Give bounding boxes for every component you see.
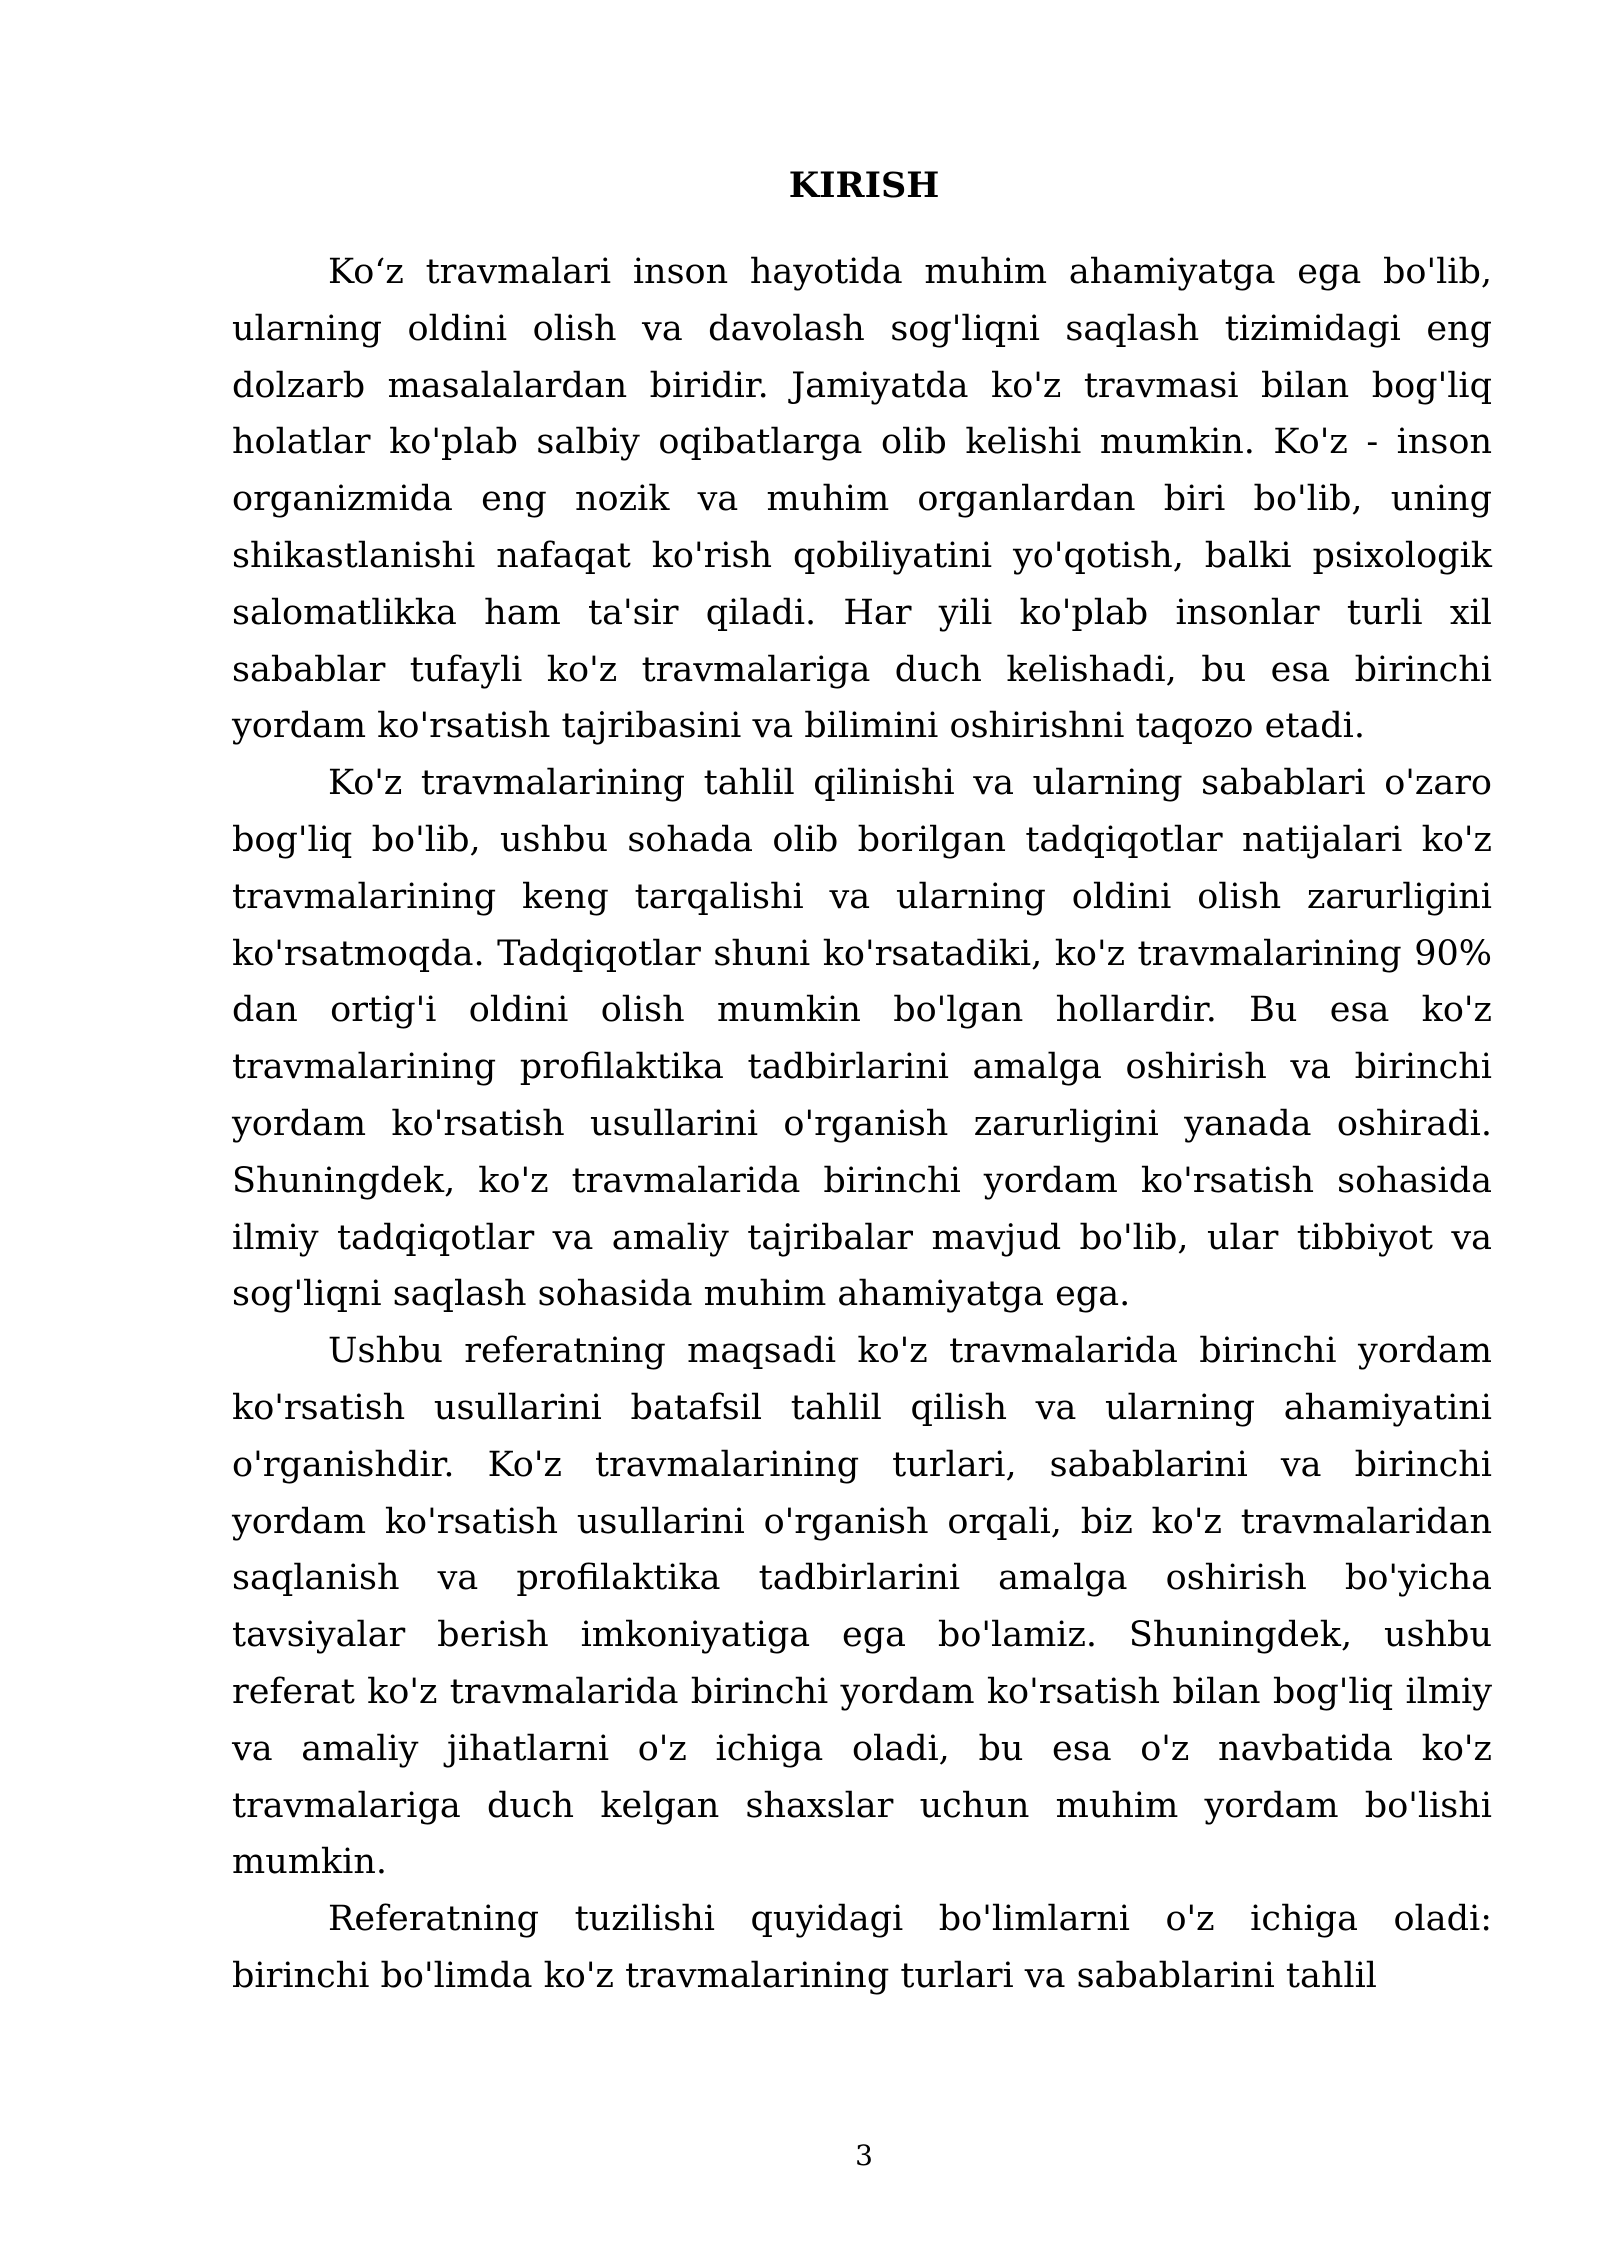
page-title: KIRISH — [788, 165, 940, 206]
body-text — [232, 244, 1492, 2005]
paragraph-2: Ko'z travmalarining tahlil qilinishi va ularning sabablari o'zaro bog'liq bo'lib, ushbu sohada olib borilgan tadqiqotlar natijalari ko'z travmalarining keng tarqalishi va ularning oldini olish zarurligini ko'rsatmoqda. Tadqiqotlar shuni ko'rsatadiki, ko'z travmalarining 90% dan ortig'i oldini olish mumkin bo'lgan hollardir. Bu esa ko'z travmalarining profilaktika tadbirlarini amalga oshirish va birinchi yordam ko'rsatish usullarini o'rganish zarurligini yanada oshiradi. Shuningdek, ko'z travmalarida birinchi yordam ko'rsatish sohasida ilmiy tadqiqotlar va amaliy tajribalar mavjud bo'lib, ular tibbiyot va sog'liqni saqlash sohasida muhim ahamiyatga ega. — [232, 763, 1492, 1315]
paragraph-3: Ushbu referatning maqsadi ko'z travmalarida birinchi yordam ko'rsatish usullarini batafsil tahlil qilish va ularning ahamiyatini o'rganishdir. Ko'z travmalarining turlari, sabablarini va birinchi yordam ko'rsatish usullarini o'rganish orqali, biz ko'z travmalaridan saqlanish va profilaktika tadbirlarini amalga oshirish bo'yicha tavsiyalar berish imkoniyatiga ega bo'lamiz. Shuningdek, ushbu referat ko'z travmalarida birinchi yordam ko'rsatish bilan bog'liq ilmiy va amaliy jihatlarni o'z ichiga oladi, bu esa o'z navbatida ko'z travmalariga duch kelgan shaxslar uchun muhim yordam bo'lishi mumkin. — [232, 1331, 1492, 1883]
page-number: 3 — [855, 2139, 873, 2172]
paragraph-4: Referatning tuzilishi quyidagi bo'limlarni o'z ichiga oladi: birinchi bo'limda ko'z travmalarining turlari va sabablarini tahlil — [232, 1899, 1492, 1996]
paragraph-1: Ko‘z travmalari inson hayotida muhim ahamiyatga ega bo'lib, ularning oldini olish va davolash sog'liqni saqlash tizimidagi eng dolzarb masalalardan biridir. Jamiyatda ko'z travmasi bilan bog'liq holatlar ko'plab salbiy oqibatlarga olib kelishi mumkin. Ko'z - inson organizmida eng nozik va muhim organlardan biri bo'lib, uning shikastlanishi nafaqat ko'rish qobiliyatini yo'qotish, balki psixologik salomatlikka ham ta'sir qiladi. Har yili ko'plab insonlar turli xil sabablar tufayli ko'z travmalariga duch kelishadi, bu esa birinchi yordam ko'rsatish tajribasini va bilimini oshirishni taqozo etadi. — [232, 252, 1492, 747]
